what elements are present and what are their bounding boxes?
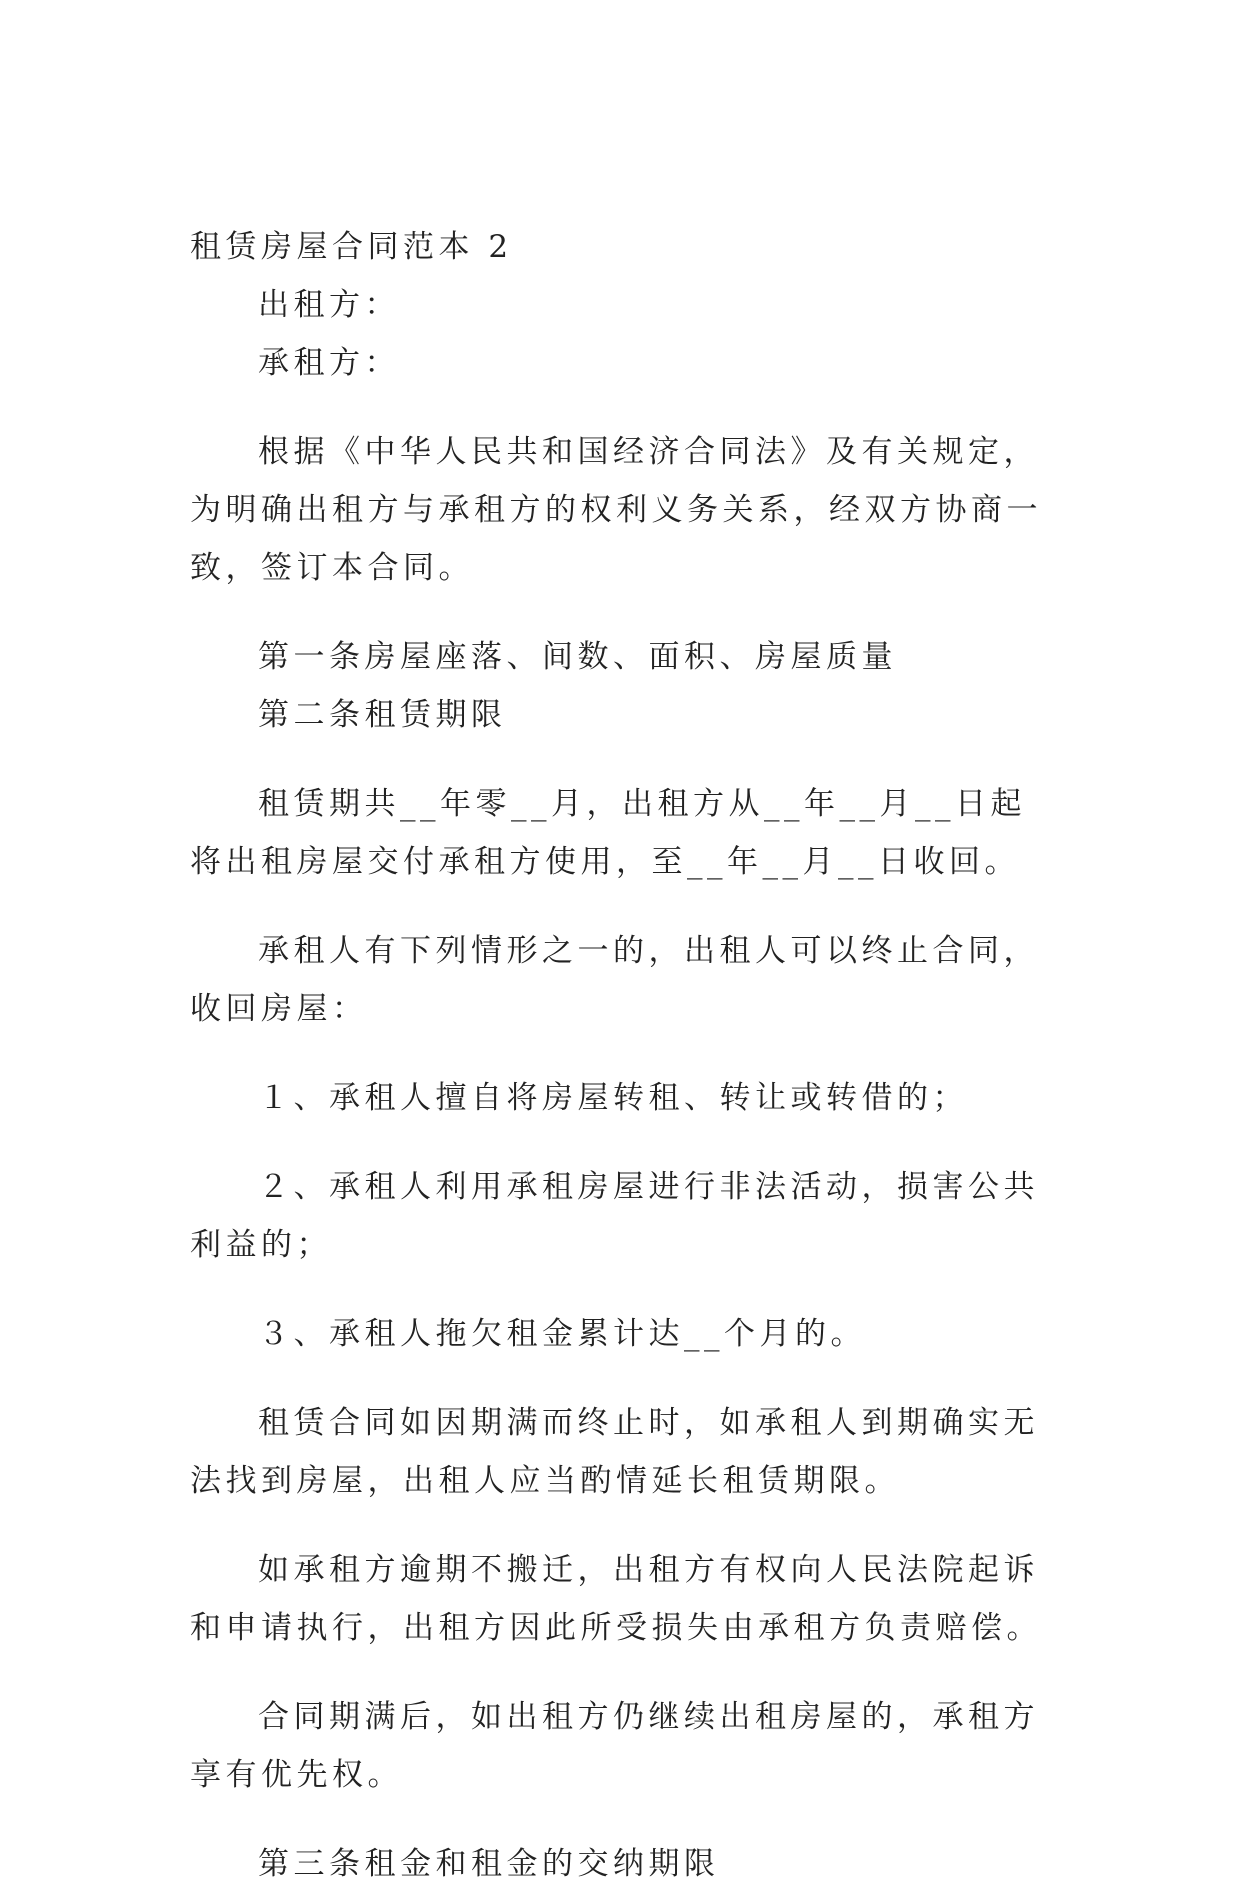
- termination-item-2: ２、承租人利用承租房屋进行非法活动，损害公共利益的；: [190, 1169, 1039, 1263]
- termination-item-1: １、承租人擅自将房屋转租、转让或转借的；: [258, 1080, 968, 1116]
- preamble-paragraph: 根据《中华人民共和国经济合同法》及有关规定，为明确出租方与承租方的权利义务关系，经双方协商一致，签订本合同。: [190, 434, 1042, 586]
- lessee-field: 承租方：: [258, 345, 400, 381]
- overdue-relocation-paragraph: 如承租方逾期不搬迁，出租方有权向人民法院起诉和申请执行，出租方因此所受损失由承租方负责赔偿。: [190, 1552, 1042, 1646]
- document-body: [190, 218, 1050, 1893]
- priority-right-paragraph: 合同期满后，如出租方仍继续出租房屋的，承租方享有优先权。: [190, 1699, 1039, 1793]
- termination-conditions-paragraph: 承租人有下列情形之一的，出租人可以终止合同，收回房屋：: [190, 933, 1039, 1027]
- lease-extension-paragraph: 租赁合同如因期满而终止时，如承租人到期确实无法找到房屋，出租人应当酌情延长租赁期限。: [190, 1405, 1039, 1499]
- article-3-heading: 第三条租金和租金的交纳期限: [258, 1846, 720, 1882]
- article-2-heading: 第二条租赁期限: [258, 697, 507, 733]
- document-title: 租赁房屋合同范本 2: [190, 229, 513, 265]
- termination-item-3: ３、承租人拖欠租金累计达__个月的。: [258, 1316, 866, 1352]
- lease-term-paragraph: 租赁期共__年零__月，出租方从__年__月__日起将出租房屋交付承租方使用，至__年__月__日收回。: [190, 786, 1026, 880]
- article-1-heading: 第一条房屋座落、间数、面积、房屋质量: [258, 639, 897, 675]
- lessor-field: 出租方：: [258, 287, 400, 323]
